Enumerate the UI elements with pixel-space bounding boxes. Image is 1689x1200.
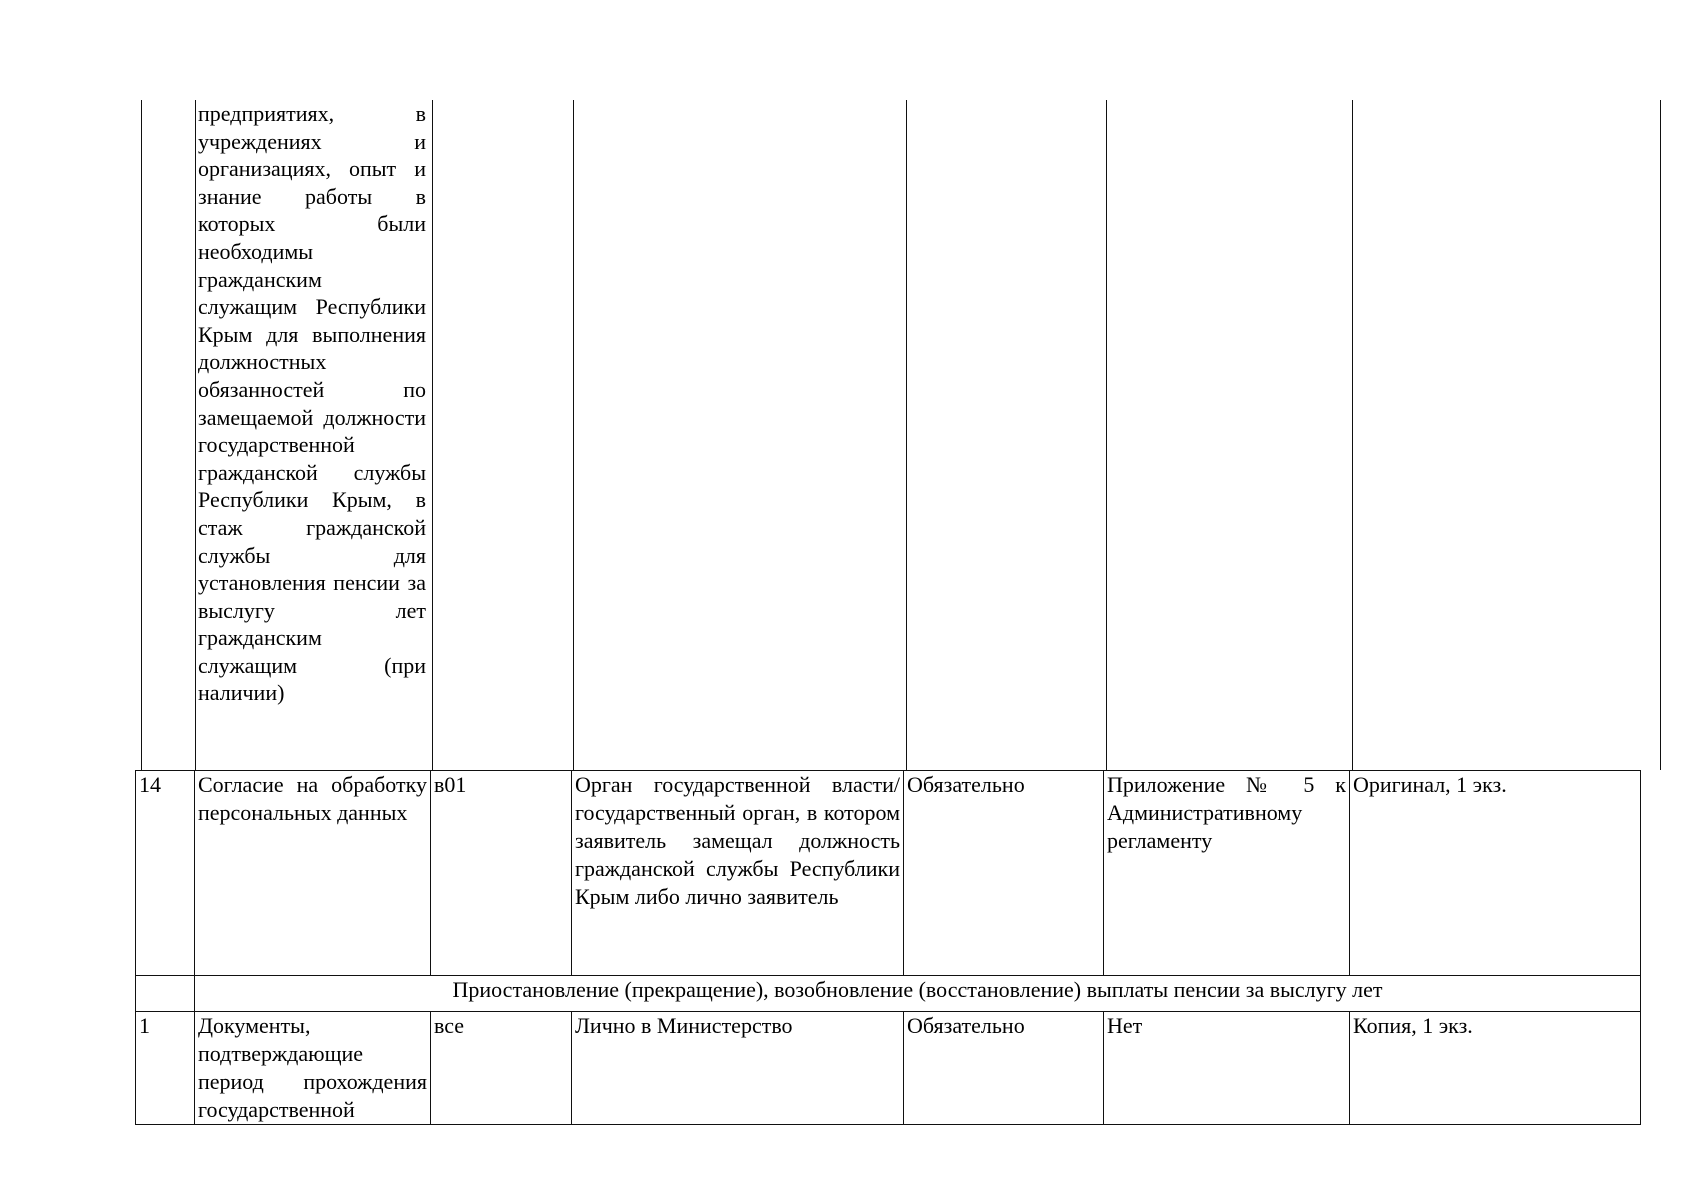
copy-requirement: Копия, 1 экз. [1350, 1012, 1641, 1125]
copy-requirement: Оригинал, 1 экз. [1350, 771, 1641, 976]
section-number-empty [136, 976, 195, 1012]
row-number: 14 [136, 771, 195, 976]
row-number: 1 [136, 1012, 195, 1125]
table-row [136, 771, 1641, 976]
table-row [136, 1012, 1641, 1125]
section-row [136, 976, 1641, 1012]
documents-table [135, 770, 1641, 1125]
requirement-status: Обязательно [904, 1012, 1104, 1125]
column-border [1352, 100, 1353, 770]
document-source: Лично в Министерство [572, 1012, 904, 1125]
column-border [432, 100, 433, 770]
column-border [906, 100, 907, 770]
column-border [1660, 100, 1661, 770]
document-form: Приложение № 5 к Административному регламенту [1104, 771, 1350, 976]
document-name: Согласие на обработку персональных данных [195, 771, 431, 976]
document-name: Документы, подтверждающие период прохождения государственной [195, 1012, 431, 1125]
column-border [573, 100, 574, 770]
applicant-category: все [431, 1012, 572, 1125]
document-form: Нет [1104, 1012, 1350, 1125]
requirement-status: Обязательно [904, 771, 1104, 976]
applicant-category: в01 [431, 771, 572, 976]
document-source: Орган государственной власти/государственный орган, в котором заявитель замещал должность гражданской службы Республики Крым либо лично заявитель [572, 771, 904, 976]
continued-document-name-cell: предприятиях, в учреждениях и организациях, опыт и знание работы в которых были необходимы гражданским служащим Республики Крым для выполнения должностных обязанностей по замещаемой должности государственной гражданской службы Республики Крым, в стаж гражданской службы для установления пенсии за выслугу лет гражданским служащим (при наличии) [198, 101, 426, 706]
column-border [141, 100, 142, 770]
column-border [1106, 100, 1107, 770]
section-title: Приостановление (прекращение), возобновление (восстановление) выплаты пенсии за выслугу лет [195, 976, 1641, 1012]
